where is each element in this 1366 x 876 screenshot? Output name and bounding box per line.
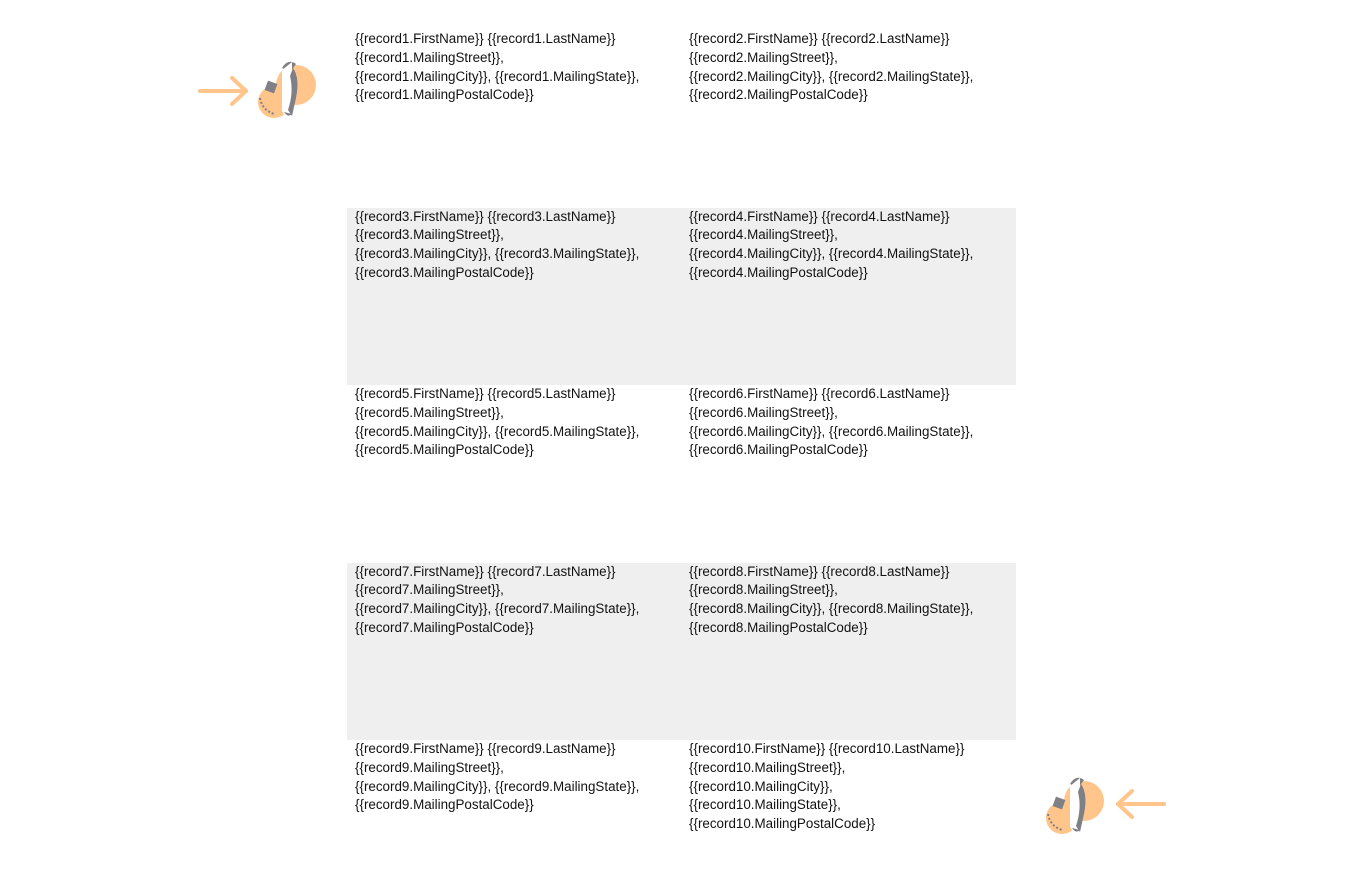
address-line: {{record6.MailingStreet}}, [689, 404, 838, 420]
address-line: {{record8.MailingPostalCode}} [689, 619, 868, 635]
address-line: {{record1.MailingCity}}, {{record1.MailingState}}, [355, 68, 640, 84]
address-line: {{record6.FirstName}} {{record6.LastName}} [689, 386, 950, 401]
address-line: {{record1.FirstName}} {{record1.LastName}} [355, 31, 616, 46]
address-line: {{record2.FirstName}} {{record2.LastName}} [689, 31, 950, 46]
address-line: {{record3.FirstName}} {{record3.LastName}} [355, 208, 616, 224]
address-line: {{record4.MailingStreet}}, [689, 227, 838, 243]
address-line: {{record10.MailingState}}, [689, 797, 841, 813]
address-label [347, 208, 681, 386]
address-line: {{record5.MailingCity}}, {{record5.MailingState}}, [355, 423, 640, 439]
address-line: {{record5.MailingPostalCode}} [355, 442, 534, 458]
address-line: {{record3.MailingStreet}}, [355, 227, 504, 243]
address-line: {{record4.MailingPostalCode}} [689, 264, 868, 280]
address-label [347, 385, 681, 563]
address-line: {{record8.FirstName}} {{record8.LastName}} [689, 563, 950, 579]
address-line: {{record1.MailingStreet}}, [355, 49, 504, 65]
address-line: {{record6.MailingCity}}, {{record6.MailingState}}, [689, 423, 974, 439]
address-label [681, 563, 1016, 741]
address-line: {{record8.MailingStreet}}, [689, 582, 838, 598]
address-line: {{record7.FirstName}} {{record7.LastName}} [355, 563, 616, 579]
address-line: {{record10.MailingStreet}}, [689, 759, 846, 775]
address-line: {{record2.MailingCity}}, {{record2.MailingState}}, [689, 68, 974, 84]
address-label [347, 30, 681, 208]
address-line: {{record10.MailingCity}}, [689, 778, 833, 794]
address-label [681, 208, 1016, 386]
end-marker-icon [1042, 774, 1170, 838]
end-marker [1042, 774, 1170, 838]
address-line: {{record4.FirstName}} {{record4.LastName}} [689, 208, 950, 224]
address-line: {{record9.FirstName}} {{record9.LastName}} [355, 741, 616, 756]
address-line: {{record9.MailingStreet}}, [355, 759, 504, 775]
address-label [347, 740, 681, 876]
address-line: {{record10.FirstName}} {{record10.LastName}} [689, 741, 965, 756]
labels-grid [347, 30, 1016, 876]
address-line: {{record3.MailingCity}}, {{record3.MailingState}}, [355, 246, 640, 262]
address-line: {{record4.MailingCity}}, {{record4.MailingState}}, [689, 246, 974, 262]
address-label [681, 30, 1016, 208]
address-label [347, 563, 681, 741]
address-line: {{record9.MailingCity}}, {{record9.MailingState}}, [355, 778, 640, 794]
address-line: {{record9.MailingPostalCode}} [355, 797, 534, 813]
address-line: {{record1.MailingPostalCode}} [355, 87, 534, 103]
address-line: {{record8.MailingCity}}, {{record8.MailingState}}, [689, 601, 974, 617]
start-marker-icon [196, 58, 320, 122]
address-line: {{record7.MailingPostalCode}} [355, 619, 534, 635]
address-line: {{record5.MailingStreet}}, [355, 404, 504, 420]
address-line: {{record7.MailingCity}}, {{record7.MailingState}}, [355, 601, 640, 617]
address-line: {{record10.MailingPostalCode}} [689, 816, 876, 832]
address-line: {{record5.FirstName}} {{record5.LastName}} [355, 386, 616, 401]
address-label [681, 385, 1016, 563]
address-line: {{record2.MailingPostalCode}} [689, 87, 868, 103]
address-line: {{record3.MailingPostalCode}} [355, 264, 534, 280]
address-label [681, 740, 1016, 876]
address-line: {{record2.MailingStreet}}, [689, 49, 838, 65]
start-marker [196, 58, 320, 122]
address-line: {{record7.MailingStreet}}, [355, 582, 504, 598]
address-line: {{record6.MailingPostalCode}} [689, 442, 868, 458]
